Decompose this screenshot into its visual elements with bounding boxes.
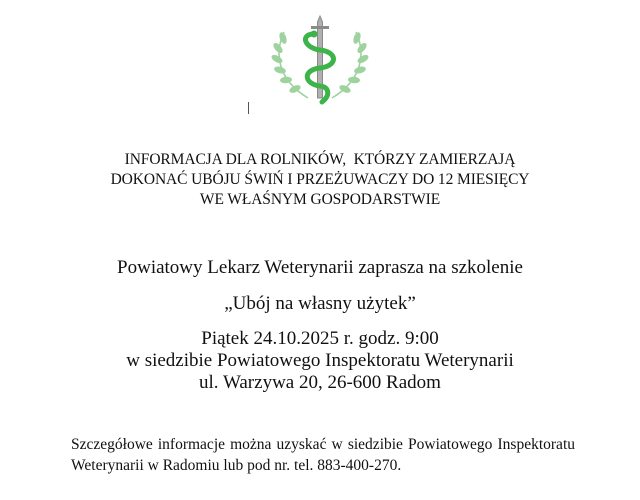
event-details bbox=[0, 328, 640, 394]
text-cursor-mark bbox=[248, 102, 249, 114]
event-date-time: Piątek 24.10.2025 r. godz. 9:00 bbox=[201, 328, 439, 349]
notice-heading bbox=[0, 150, 640, 210]
event-address: ul. Warzywa 20, 26-600 Radom bbox=[199, 372, 441, 393]
event-venue: w siedzibie Powiatowego Inspektoratu Weterynarii bbox=[126, 350, 514, 371]
course-title: „Ubój na własny użytek” bbox=[224, 293, 416, 314]
heading-line: DOKONAĆ UBÓJU ŚWIŃ I PRZEŻUWACZY DO 12 MIESIĘCY bbox=[110, 171, 530, 188]
invitation-text: Powiatowy Lekarz Weterynarii zaprasza na szkolenie bbox=[117, 257, 523, 278]
invitation-block bbox=[0, 256, 640, 394]
heading-line: INFORMACJA DLA ROLNIKÓW, KTÓRZY ZAMIERZAJĄ bbox=[124, 151, 516, 168]
veterinary-caduceus-logo-icon bbox=[268, 14, 372, 110]
heading-line: WE WŁAŚNYM GOSPODARSTWIE bbox=[199, 191, 441, 208]
contact-information-note: Szczegółowe informacje można uzyskać w siedzibie Powiatowego Inspektoratu Weterynarii w Radomiu lub pod nr. tel. 883-400-270. bbox=[71, 436, 575, 474]
